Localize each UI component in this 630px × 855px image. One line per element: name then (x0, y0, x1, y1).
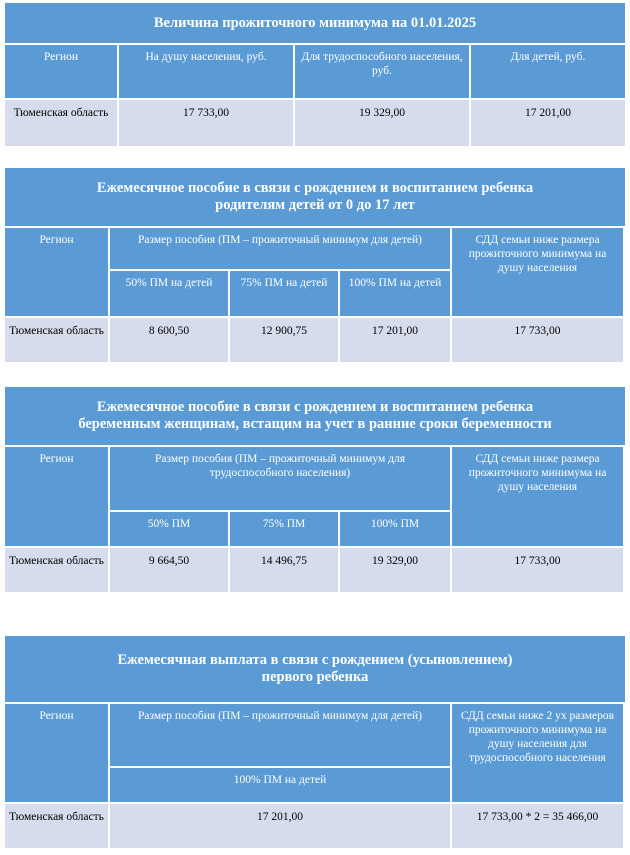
header-allowance-size: Размер пособия (ПМ – прожиточный минимум для детей) (110, 704, 450, 766)
header-allowance-size: Размер пособия (ПМ – прожиточный минимум для трудоспособного населения) (110, 447, 450, 510)
cell-children: 17 201,00 (471, 100, 625, 146)
table-title: Ежемесячное пособие в связи с рождением и воспитанием ребенка беременным женщинам, встащим на учет в ранние сроки беременности (5, 387, 625, 445)
first-child-payment-table (5, 636, 625, 848)
cell-50: 9 664,50 (110, 548, 228, 592)
cell-100: 17 201,00 (110, 804, 450, 848)
subheader-50: 50% ПМ (110, 512, 228, 546)
subheader-100: 100% ПМ (340, 512, 450, 546)
cell-75: 12 900,75 (230, 318, 338, 362)
header-sdd: СДД семьи ниже 2 ух размеров прожиточного минимума на душу населения для трудоспособного населения (452, 704, 623, 802)
header-working-age: Для трудоспособного населения, руб. (295, 45, 469, 98)
cell-region: Тюменская область (5, 804, 108, 848)
header-per-capita: На душу населения, руб. (119, 45, 293, 98)
header-region: Регион (5, 704, 108, 802)
subheader-50: 50% ПМ на детей (110, 271, 228, 316)
living-wage-table (5, 3, 625, 146)
cell-75: 14 496,75 (230, 548, 338, 592)
cell-sdd: 17 733,00 (452, 548, 623, 592)
header-sdd: СДД семьи ниже размера прожиточного минимума на душу населения (452, 228, 623, 316)
header-allowance-size: Размер пособия (ПМ – прожиточный минимум для детей) (110, 228, 450, 269)
cell-50: 8 600,50 (110, 318, 228, 362)
subheader-100: 100% ПМ на детей (340, 271, 450, 316)
header-region: Регион (5, 45, 117, 98)
header-region: Регион (5, 447, 108, 546)
cell-working-age: 19 329,00 (295, 100, 469, 146)
table-title: Ежемесячная выплата в связи с рождением (усыновлением) первого ребенка (5, 636, 625, 702)
subheader-100: 100% ПМ на детей (110, 768, 450, 802)
cell-region: Тюменская область (5, 548, 108, 592)
cell-100: 19 329,00 (340, 548, 450, 592)
header-children: Для детей, руб. (471, 45, 625, 98)
cell-region: Тюменская область (5, 100, 117, 146)
table-title: Ежемесячное пособие в связи с рождением и воспитанием ребенка родителям детей от 0 до 17 лет (5, 168, 625, 226)
header-region: Регион (5, 228, 108, 316)
cell-per-capita: 17 733,00 (119, 100, 293, 146)
subheader-75: 75% ПМ на детей (230, 271, 338, 316)
cell-100: 17 201,00 (340, 318, 450, 362)
subheader-75: 75% ПМ (230, 512, 338, 546)
child-allowance-table (5, 168, 625, 362)
header-sdd: СДД семьи ниже размера прожиточного минимума на душу населения (452, 447, 623, 546)
cell-sdd: 17 733,00 (452, 318, 623, 362)
cell-region: Тюменская область (5, 318, 108, 362)
table-title: Величина прожиточного минимума на 01.01.2025 (5, 3, 625, 43)
pregnancy-allowance-table (5, 387, 625, 592)
cell-sdd: 17 733,00 * 2 = 35 466,00 (452, 804, 623, 848)
